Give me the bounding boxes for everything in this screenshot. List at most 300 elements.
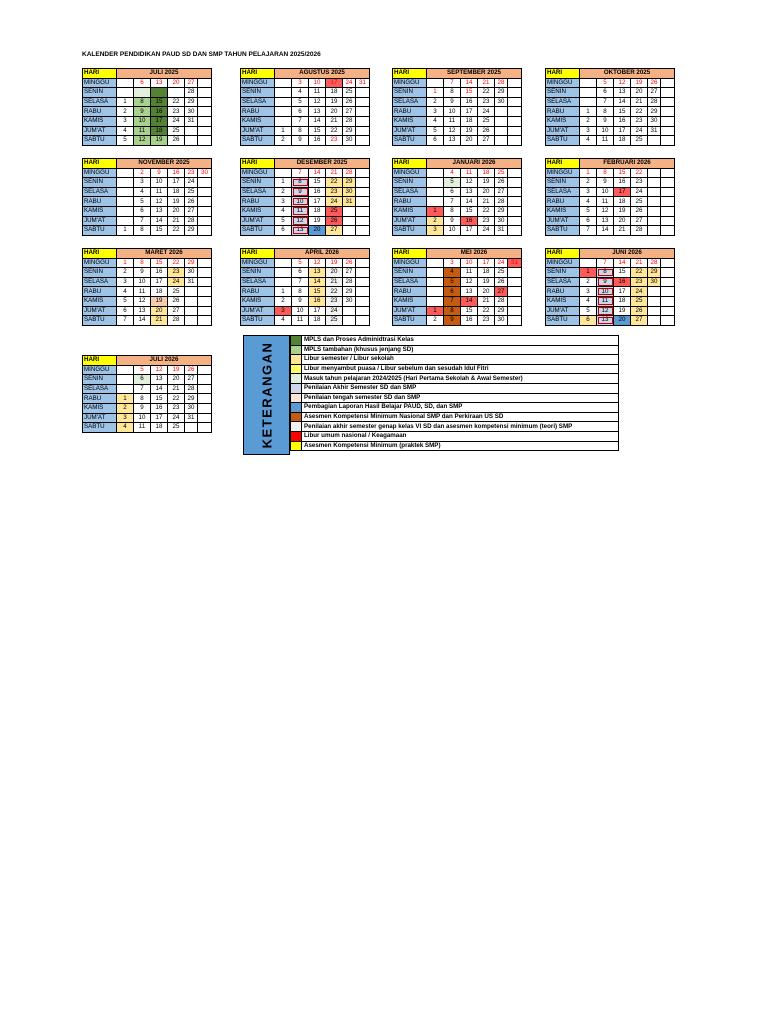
weekday-label: SELASA <box>83 187 117 197</box>
date-cell: 19 <box>309 216 326 226</box>
date-cell: 23 <box>168 107 185 117</box>
date-cell: 1 <box>275 126 292 136</box>
legend-swatch <box>291 403 302 413</box>
date-cell: 4 <box>275 316 292 326</box>
date-cell: 3 <box>292 78 309 88</box>
date-cell: 20 <box>326 107 343 117</box>
date-cell: 4 <box>134 187 151 197</box>
month-calendar <box>392 248 522 326</box>
date-cell: 18 <box>309 316 326 326</box>
hari-header: HARI <box>241 69 275 79</box>
hari-header: HARI <box>393 159 427 169</box>
date-cell: 25 <box>326 206 343 216</box>
date-cell: 21 <box>326 277 343 287</box>
date-cell <box>356 178 370 188</box>
date-cell <box>198 394 212 404</box>
date-cell <box>275 88 292 98</box>
date-cell: 4 <box>444 168 461 178</box>
date-cell <box>648 296 661 306</box>
date-cell <box>648 136 661 146</box>
date-cell: 27 <box>185 206 198 216</box>
date-cell: 24 <box>631 287 648 297</box>
date-cell: 29 <box>343 126 356 136</box>
date-cell: 27 <box>631 216 648 226</box>
date-cell: 27 <box>185 375 198 385</box>
date-cell: 12 <box>134 136 151 146</box>
date-cell <box>661 116 675 126</box>
date-cell: 21 <box>631 258 648 268</box>
date-cell: 11 <box>444 116 461 126</box>
date-cell: 24 <box>478 107 495 117</box>
date-cell: 23 <box>168 268 185 278</box>
legend-swatch <box>291 383 302 393</box>
weekday-label: SABTU <box>83 423 117 433</box>
legend-row <box>291 403 619 413</box>
date-cell: 6 <box>427 136 444 146</box>
date-cell: 9 <box>292 187 309 197</box>
weekday-label: SENIN <box>393 268 427 278</box>
date-cell: 21 <box>478 78 495 88</box>
weekday-label: MINGGU <box>241 78 275 88</box>
date-cell: 24 <box>631 187 648 197</box>
weekday-label: SENIN <box>241 88 275 98</box>
date-cell <box>427 268 444 278</box>
date-cell <box>580 78 597 88</box>
date-cell: 11 <box>134 423 151 433</box>
date-cell <box>198 136 212 146</box>
date-cell: 16 <box>151 403 168 413</box>
date-cell: 22 <box>478 306 495 316</box>
date-cell <box>580 97 597 107</box>
date-cell: 3 <box>427 226 444 236</box>
date-cell: 4 <box>117 287 134 297</box>
date-cell <box>427 258 444 268</box>
date-cell: 30 <box>648 116 661 126</box>
date-cell: 8 <box>134 226 151 236</box>
date-cell <box>661 287 675 297</box>
date-cell: 4 <box>292 88 309 98</box>
month-header: JULI 2026 <box>117 356 212 366</box>
date-cell <box>661 126 675 136</box>
date-cell <box>356 258 370 268</box>
date-cell: 1 <box>580 107 597 117</box>
month-header: MARET 2026 <box>117 249 212 259</box>
date-cell: 1 <box>117 258 134 268</box>
date-cell: 19 <box>478 277 495 287</box>
weekday-label: JUM'AT <box>83 306 117 316</box>
date-cell: 7 <box>292 168 309 178</box>
date-cell: 1 <box>427 88 444 98</box>
date-cell <box>356 277 370 287</box>
date-cell: 6 <box>580 216 597 226</box>
date-cell: 21 <box>478 197 495 207</box>
date-cell <box>198 277 212 287</box>
date-cell: 22 <box>478 88 495 98</box>
date-cell <box>661 216 675 226</box>
date-cell: 10 <box>597 187 614 197</box>
date-cell <box>198 116 212 126</box>
date-cell <box>117 187 134 197</box>
date-cell: 28 <box>648 258 661 268</box>
weekday-label: JUM'AT <box>83 413 117 423</box>
weekday-label: SENIN <box>546 88 580 98</box>
date-cell: 28 <box>343 116 356 126</box>
date-cell: 20 <box>631 88 648 98</box>
date-cell <box>427 277 444 287</box>
date-cell <box>198 258 212 268</box>
date-cell: 14 <box>309 168 326 178</box>
date-cell: 15 <box>309 126 326 136</box>
date-cell: 18 <box>151 287 168 297</box>
date-cell <box>356 287 370 297</box>
date-cell <box>198 287 212 297</box>
date-cell: 19 <box>326 258 343 268</box>
weekday-label: KAMIS <box>546 296 580 306</box>
date-cell <box>661 226 675 236</box>
weekday-label: KAMIS <box>83 403 117 413</box>
date-cell: 8 <box>134 97 151 107</box>
weekday-label: SELASA <box>83 384 117 394</box>
weekday-label: RABU <box>546 197 580 207</box>
date-cell <box>275 168 292 178</box>
date-cell: 11 <box>597 296 614 306</box>
date-cell: 23 <box>326 187 343 197</box>
date-cell <box>661 78 675 88</box>
date-cell <box>198 296 212 306</box>
date-cell: 6 <box>444 187 461 197</box>
month-header: NOVEMBER 2025 <box>117 159 212 169</box>
legend-text: Penilaian akhir semester genap kelas VI SD dan asesmen kompetensi minimum (teori) SMP <box>302 422 619 432</box>
date-cell: 8 <box>292 126 309 136</box>
date-cell: 15 <box>309 287 326 297</box>
date-cell <box>356 97 370 107</box>
date-cell <box>356 306 370 316</box>
date-cell: 25 <box>168 126 185 136</box>
date-cell: 24 <box>168 277 185 287</box>
date-cell <box>508 287 522 297</box>
date-cell <box>508 168 522 178</box>
date-cell: 7 <box>444 197 461 207</box>
date-cell: 2 <box>275 187 292 197</box>
date-cell: 9 <box>292 136 309 146</box>
date-cell <box>580 258 597 268</box>
date-cell: 14 <box>151 216 168 226</box>
date-cell: 1 <box>580 268 597 278</box>
date-cell: 13 <box>134 306 151 316</box>
date-cell: 26 <box>495 178 508 188</box>
legend-row <box>291 412 619 422</box>
date-cell: 12 <box>151 365 168 375</box>
date-cell: 29 <box>185 258 198 268</box>
date-cell: 8 <box>292 287 309 297</box>
date-cell: 26 <box>648 78 661 88</box>
date-cell <box>508 78 522 88</box>
legend-row <box>291 345 619 355</box>
date-cell <box>580 88 597 98</box>
date-cell: 12 <box>292 216 309 226</box>
date-cell <box>343 226 356 236</box>
date-cell: 14 <box>461 197 478 207</box>
date-cell <box>495 126 508 136</box>
date-cell: 31 <box>185 413 198 423</box>
date-cell <box>275 97 292 107</box>
weekday-label: SABTU <box>393 316 427 326</box>
date-cell: 26 <box>343 97 356 107</box>
legend-text: Libur menyambut puasa / Libur sebelum dan sesudah Idul Fitri <box>302 364 619 374</box>
date-cell: 29 <box>343 287 356 297</box>
date-cell: 28 <box>185 384 198 394</box>
date-cell: 12 <box>597 306 614 316</box>
date-cell <box>198 178 212 188</box>
date-cell <box>661 206 675 216</box>
date-cell: 11 <box>309 88 326 98</box>
date-cell <box>508 316 522 326</box>
date-cell: 15 <box>151 97 168 107</box>
date-cell: 3 <box>117 116 134 126</box>
date-cell: 12 <box>151 197 168 207</box>
date-cell: 5 <box>275 216 292 226</box>
date-cell: 18 <box>614 197 631 207</box>
weekday-label: SELASA <box>241 97 275 107</box>
date-cell: 12 <box>309 97 326 107</box>
weekday-label: JUM'AT <box>241 306 275 316</box>
weekday-label: MINGGU <box>83 258 117 268</box>
date-cell <box>117 206 134 216</box>
date-cell: 17 <box>151 277 168 287</box>
month-header: JANUARI 2026 <box>427 159 522 169</box>
date-cell <box>198 88 212 98</box>
weekday-label: SABTU <box>241 136 275 146</box>
date-cell: 7 <box>292 116 309 126</box>
date-cell <box>508 88 522 98</box>
date-cell: 1 <box>275 178 292 188</box>
weekday-label: RABU <box>241 107 275 117</box>
date-cell: 10 <box>597 287 614 297</box>
weekday-label: RABU <box>83 107 117 117</box>
date-cell: 29 <box>185 394 198 404</box>
date-cell <box>508 107 522 117</box>
weekday-label: KAMIS <box>83 206 117 216</box>
date-cell: 13 <box>461 287 478 297</box>
date-cell: 28 <box>495 197 508 207</box>
date-cell: 15 <box>614 168 631 178</box>
date-cell: 3 <box>117 277 134 287</box>
date-cell: 28 <box>648 97 661 107</box>
date-cell: 26 <box>343 258 356 268</box>
date-cell: 13 <box>614 88 631 98</box>
date-cell: 8 <box>134 394 151 404</box>
month-header: MEI 2026 <box>427 249 522 259</box>
date-cell <box>198 206 212 216</box>
date-cell: 15 <box>151 394 168 404</box>
date-cell: 10 <box>444 107 461 117</box>
date-cell: 10 <box>309 78 326 88</box>
date-cell: 4 <box>427 116 444 126</box>
date-cell: 9 <box>597 116 614 126</box>
date-cell: 7 <box>444 296 461 306</box>
date-cell <box>198 107 212 117</box>
date-cell: 16 <box>151 107 168 117</box>
date-cell: 6 <box>444 287 461 297</box>
date-cell <box>648 316 661 326</box>
date-cell: 12 <box>614 78 631 88</box>
date-cell <box>427 197 444 207</box>
page-title: KALENDER PENDIDIKAN PAUD SD DAN SMP TAHUN PELAJARAN 2025/2026 <box>82 51 321 58</box>
date-cell: 14 <box>597 226 614 236</box>
date-cell: 14 <box>309 116 326 126</box>
month-header: JULI 2025 <box>117 69 212 79</box>
date-cell: 8 <box>444 206 461 216</box>
date-cell <box>661 316 675 326</box>
date-cell <box>198 306 212 316</box>
date-cell: 5 <box>292 97 309 107</box>
date-cell: 5 <box>117 136 134 146</box>
date-cell: 4 <box>580 296 597 306</box>
weekday-label: RABU <box>241 197 275 207</box>
weekday-label: KAMIS <box>393 116 427 126</box>
date-cell <box>648 187 661 197</box>
weekday-label: MINGGU <box>393 78 427 88</box>
date-cell: 2 <box>117 268 134 278</box>
date-cell <box>275 268 292 278</box>
date-cell: 15 <box>461 206 478 216</box>
date-cell <box>648 306 661 316</box>
weekday-label: SELASA <box>546 97 580 107</box>
date-cell: 7 <box>134 216 151 226</box>
date-cell: 24 <box>495 258 508 268</box>
date-cell: 30 <box>648 277 661 287</box>
date-cell: 5 <box>427 126 444 136</box>
date-cell <box>508 126 522 136</box>
date-cell: 31 <box>185 116 198 126</box>
weekday-label: MINGGU <box>546 168 580 178</box>
weekday-label: SENIN <box>546 178 580 188</box>
date-cell: 26 <box>326 216 343 226</box>
date-cell: 7 <box>580 226 597 236</box>
date-cell <box>185 287 198 297</box>
date-cell: 6 <box>117 306 134 316</box>
date-cell <box>198 126 212 136</box>
date-cell <box>117 168 134 178</box>
date-cell: 27 <box>343 268 356 278</box>
date-cell: 8 <box>134 258 151 268</box>
date-cell: 31 <box>648 126 661 136</box>
date-cell: 4 <box>117 126 134 136</box>
date-cell: 25 <box>631 136 648 146</box>
month-header: SEPTEMBER 2025 <box>427 69 522 79</box>
date-cell: 20 <box>614 216 631 226</box>
date-cell: 26 <box>185 365 198 375</box>
weekday-label: SABTU <box>393 136 427 146</box>
date-cell: 20 <box>461 136 478 146</box>
date-cell: 18 <box>168 187 185 197</box>
date-cell <box>356 206 370 216</box>
date-cell: 31 <box>343 197 356 207</box>
weekday-label: SELASA <box>241 187 275 197</box>
date-cell: 17 <box>309 197 326 207</box>
legend-row <box>291 431 619 441</box>
date-cell <box>356 187 370 197</box>
date-cell: 25 <box>478 116 495 126</box>
date-cell: 2 <box>427 216 444 226</box>
weekday-label: SENIN <box>83 268 117 278</box>
month-calendar <box>240 68 370 146</box>
date-cell: 12 <box>461 178 478 188</box>
date-cell: 15 <box>461 88 478 98</box>
weekday-label: RABU <box>83 394 117 404</box>
date-cell <box>117 384 134 394</box>
date-cell: 13 <box>309 107 326 117</box>
date-cell: 9 <box>444 316 461 326</box>
weekday-label: JUM'AT <box>241 216 275 226</box>
date-cell: 30 <box>185 403 198 413</box>
date-cell: 11 <box>461 168 478 178</box>
date-cell <box>508 296 522 306</box>
date-cell: 16 <box>151 268 168 278</box>
date-cell <box>508 277 522 287</box>
date-cell: 1 <box>117 226 134 236</box>
date-cell <box>508 197 522 207</box>
weekday-label: KAMIS <box>546 206 580 216</box>
date-cell: 6 <box>597 88 614 98</box>
date-cell: 10 <box>134 413 151 423</box>
date-cell: 21 <box>326 116 343 126</box>
month-header: FEBRUARI 2026 <box>580 159 675 169</box>
weekday-label: MINGGU <box>241 258 275 268</box>
date-cell: 24 <box>168 413 185 423</box>
date-cell <box>185 423 198 433</box>
date-cell: 13 <box>151 78 168 88</box>
date-cell: 20 <box>168 78 185 88</box>
weekday-label: JUM'AT <box>546 306 580 316</box>
date-cell: 1 <box>117 394 134 404</box>
date-cell: 20 <box>326 268 343 278</box>
date-cell: 22 <box>326 178 343 188</box>
date-cell: 25 <box>495 268 508 278</box>
date-cell: 24 <box>326 197 343 207</box>
date-cell: 19 <box>478 178 495 188</box>
date-cell: 28 <box>343 277 356 287</box>
date-cell: 23 <box>631 178 648 188</box>
date-cell: 4 <box>444 268 461 278</box>
date-cell <box>117 88 134 98</box>
date-cell: 23 <box>478 97 495 107</box>
date-cell <box>185 316 198 326</box>
date-cell: 5 <box>292 258 309 268</box>
legend-text: Masuk tahun pelajaran 2024/2025 (Hari Pertama Sekolah & Awal Semester) <box>302 374 619 384</box>
date-cell: 22 <box>631 268 648 278</box>
date-cell: 25 <box>326 316 343 326</box>
date-cell <box>648 178 661 188</box>
date-cell: 23 <box>326 296 343 306</box>
date-cell <box>427 168 444 178</box>
date-cell: 24 <box>631 126 648 136</box>
date-cell: 1 <box>427 306 444 316</box>
legend-row <box>291 336 619 346</box>
legend-text: Libur umum nasional / Keagamaan <box>302 431 619 441</box>
date-cell <box>198 413 212 423</box>
date-cell: 20 <box>168 375 185 385</box>
date-cell: 3 <box>134 178 151 188</box>
date-cell: 3 <box>427 107 444 117</box>
date-cell: 18 <box>614 136 631 146</box>
date-cell: 27 <box>326 226 343 236</box>
weekday-label: SELASA <box>393 97 427 107</box>
date-cell: 10 <box>292 306 309 316</box>
weekday-label: SENIN <box>393 178 427 188</box>
date-cell <box>356 226 370 236</box>
date-cell: 6 <box>580 316 597 326</box>
